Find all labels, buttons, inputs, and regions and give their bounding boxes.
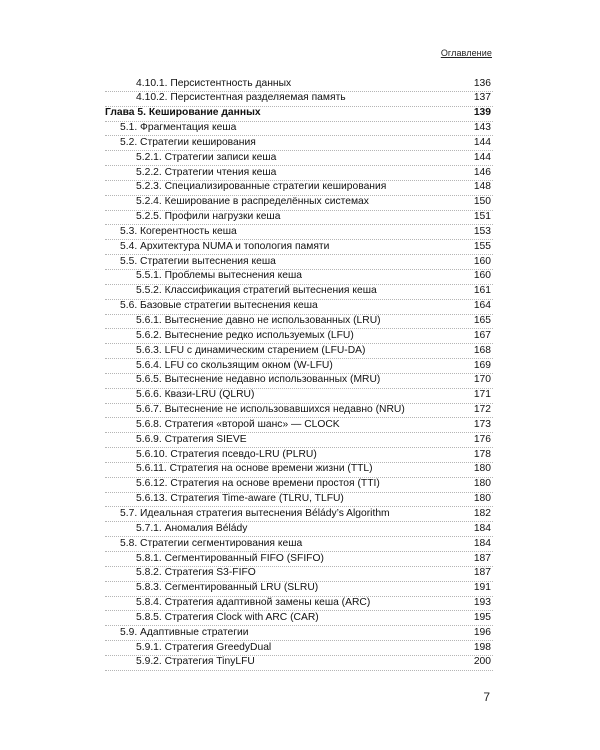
- toc-entry-page: 151: [473, 211, 491, 223]
- toc-entry-page: 196: [473, 626, 491, 638]
- toc-entry-page: 200: [473, 656, 491, 668]
- toc-entry-page: 176: [473, 433, 491, 445]
- toc-entry-title: 5.6.11. Стратегия на основе времени жизни (TTL): [136, 463, 373, 475]
- toc-row[interactable]: [105, 151, 493, 166]
- toc-entry-title: 5.3. Когерентность кеша: [120, 225, 237, 237]
- toc-row[interactable]: [105, 507, 493, 522]
- toc-entry-page: 178: [473, 448, 491, 460]
- toc-entry-page: 187: [473, 552, 491, 564]
- toc-entry-title: 5.8.2. Стратегия S3-FIFO: [136, 567, 256, 579]
- toc-row[interactable]: [105, 181, 493, 196]
- toc-entry-title: 5.2.4. Кеширование в распределённых системах: [136, 196, 369, 208]
- toc-entry-page: 165: [473, 315, 491, 326]
- toc-entry-title: 5.6.10. Стратегия псевдо-LRU (PLRU): [136, 448, 317, 460]
- toc-row[interactable]: [105, 315, 493, 330]
- toc-entry-title: 5.6.1. Вытеснение давно не использованных (LRU): [136, 315, 381, 326]
- toc-row[interactable]: [105, 478, 493, 493]
- toc-entry-title: 5.2.3. Специализированные стратегии кеширования: [136, 181, 387, 193]
- toc-entry-page: 195: [473, 611, 491, 623]
- toc-row[interactable]: [105, 122, 493, 137]
- toc-entry-page: 136: [473, 77, 491, 89]
- toc-entry-title: 4.10.1. Персистентность данных: [136, 77, 292, 89]
- toc-entry-page: 198: [473, 641, 491, 653]
- toc-entry-title: 5.6.7. Вытеснение не использовавшихся недавно (NRU): [136, 404, 405, 416]
- toc-entry-page: 184: [473, 522, 491, 534]
- toc-row[interactable]: [105, 136, 493, 151]
- toc-entry-page: 160: [473, 270, 491, 282]
- toc-entry-page: 172: [473, 404, 491, 416]
- toc-entry-page: 164: [473, 300, 491, 312]
- toc-entry-title: 5.9.1. Стратегия GreedyDual: [136, 641, 272, 653]
- toc-entry-title: 5.7.1. Аномалия Bélády: [136, 522, 248, 534]
- toc-row[interactable]: [105, 626, 493, 641]
- toc-entry-page: 180: [473, 478, 491, 490]
- toc-row[interactable]: [105, 196, 493, 211]
- toc-row[interactable]: [105, 225, 493, 240]
- toc-entry-page: 144: [473, 136, 491, 148]
- toc-row[interactable]: [105, 611, 493, 626]
- toc-entry-title: 5.5.1. Проблемы вытеснения кеша: [136, 270, 302, 282]
- page-number: 7: [483, 690, 490, 704]
- toc-entry-page: 146: [473, 166, 491, 178]
- toc-entry-page: 148: [473, 181, 491, 193]
- toc-row[interactable]: [105, 359, 493, 374]
- toc-entry-title: 5.6.2. Вытеснение редко используемых (LFU): [136, 329, 354, 341]
- toc-entry-title: 5.6.5. Вытеснение недавно использованных (MRU): [136, 374, 381, 386]
- toc-entry-page: 144: [473, 151, 491, 163]
- toc-entry-page: 170: [473, 374, 491, 386]
- toc-entry-title: 5.5. Стратегии вытеснения кеша: [120, 255, 276, 267]
- toc-row[interactable]: [105, 77, 493, 92]
- toc-entry-title: 5.1. Фрагментация кеша: [120, 122, 237, 134]
- toc-row[interactable]: [105, 463, 493, 478]
- toc-row[interactable]: [105, 448, 493, 463]
- table-of-contents: [105, 77, 493, 671]
- toc-row[interactable]: [105, 166, 493, 181]
- toc-row[interactable]: [105, 582, 493, 597]
- toc-entry-title: 5.6.4. LFU со скользящим окном (W-LFU): [136, 359, 333, 371]
- toc-row[interactable]: [105, 567, 493, 582]
- toc-entry-title: 5.2.5. Профили нагрузки кеша: [136, 211, 281, 223]
- toc-entry-title: 5.5.2. Классификация стратегий вытеснения кеша: [136, 285, 377, 297]
- toc-entry-page: 150: [473, 196, 491, 208]
- toc-entry-page: 169: [473, 359, 491, 371]
- toc-row[interactable]: [105, 240, 493, 255]
- toc-entry-page: 191: [473, 582, 491, 594]
- toc-entry-title: 5.8.3. Сегментированный LRU (SLRU): [136, 582, 319, 594]
- toc-entry-page: 193: [473, 597, 491, 609]
- toc-entry-page: 171: [473, 389, 491, 401]
- toc-row[interactable]: [105, 522, 493, 537]
- toc-row[interactable]: [105, 597, 493, 612]
- toc-row[interactable]: [105, 344, 493, 359]
- toc-entry-page: 137: [473, 92, 491, 104]
- toc-row[interactable]: [105, 211, 493, 226]
- toc-entry-title: 5.8.5. Стратегия Clock with ARC (CAR): [136, 611, 319, 623]
- toc-entry-title: 5.2. Стратегии кеширования: [120, 136, 256, 148]
- toc-row[interactable]: [105, 329, 493, 344]
- toc-entry-title: 4.10.2. Персистентная разделяемая память: [136, 92, 346, 104]
- running-header: Оглавление: [440, 48, 492, 58]
- toc-row[interactable]: [105, 641, 493, 656]
- toc-entry-page: 160: [473, 255, 491, 267]
- toc-entry-page: 139: [473, 107, 491, 119]
- toc-entry-page: 153: [473, 225, 491, 237]
- toc-row[interactable]: [105, 656, 493, 671]
- toc-entry-title: 5.6.12. Стратегия на основе времени простоя (TTI): [136, 478, 380, 490]
- toc-entry-title: 5.2.1. Стратегии записи кеша: [136, 151, 277, 163]
- toc-row[interactable]: [105, 537, 493, 552]
- toc-row[interactable]: [105, 433, 493, 448]
- toc-row[interactable]: [105, 270, 493, 285]
- toc-entry-title: 5.4. Архитектура NUMA и топология памяти: [120, 240, 330, 252]
- toc-entry-title: 5.9. Адаптивные стратегии: [120, 626, 249, 638]
- toc-row[interactable]: [105, 418, 493, 433]
- toc-entry-title: 5.8.4. Стратегия адаптивной замены кеша (ARC): [136, 597, 371, 609]
- toc-entry-title: Глава 5. Кеширование данных: [105, 107, 261, 119]
- toc-entry-title: 5.6.9. Стратегия SIEVE: [136, 433, 247, 445]
- toc-entry-page: 173: [473, 418, 491, 430]
- toc-entry-title: 5.6.13. Стратегия Time-aware (TLRU, TLFU): [136, 493, 344, 505]
- toc-row[interactable]: [105, 92, 493, 107]
- toc-entry-page: 180: [473, 463, 491, 475]
- toc-row[interactable]: [105, 255, 493, 270]
- toc-entry-page: 168: [473, 344, 491, 356]
- toc-row[interactable]: [105, 300, 493, 315]
- toc-row[interactable]: [105, 285, 493, 300]
- toc-entry-title: 5.7. Идеальная стратегия вытеснения Bélády’s Algorithm: [120, 507, 390, 519]
- toc-entry-title: 5.6.8. Стратегия «второй шанс» — CLOCK: [136, 418, 340, 430]
- toc-chapter-row[interactable]: [105, 107, 493, 122]
- toc-entry-page: 143: [473, 122, 491, 134]
- toc-entry-title: 5.8.1. Сегментированный FIFO (SFIFO): [136, 552, 324, 564]
- toc-entry-page: 187: [473, 567, 491, 579]
- toc-entry-title: 5.6.6. Квази-LRU (QLRU): [136, 389, 255, 401]
- toc-entry-title: 5.2.2. Стратегии чтения кеша: [136, 166, 277, 178]
- toc-entry-page: 182: [473, 507, 491, 519]
- toc-row[interactable]: [105, 552, 493, 567]
- toc-row[interactable]: [105, 493, 493, 508]
- toc-row[interactable]: [105, 404, 493, 419]
- toc-row[interactable]: [105, 389, 493, 404]
- toc-entry-page: 161: [473, 285, 491, 297]
- toc-entry-page: 167: [473, 329, 491, 341]
- toc-row[interactable]: [105, 374, 493, 389]
- toc-entry-page: 180: [473, 493, 491, 505]
- toc-entry-page: 155: [473, 240, 491, 252]
- toc-entry-title: 5.6.3. LFU с динамическим старением (LFU-DA): [136, 344, 366, 356]
- toc-entry-title: 5.9.2. Стратегия TinyLFU: [136, 656, 255, 668]
- toc-entry-title: 5.6. Базовые стратегии вытеснения кеша: [120, 300, 318, 312]
- toc-entry-title: 5.8. Стратегии сегментирования кеша: [120, 537, 303, 549]
- toc-entry-page: 184: [473, 537, 491, 549]
